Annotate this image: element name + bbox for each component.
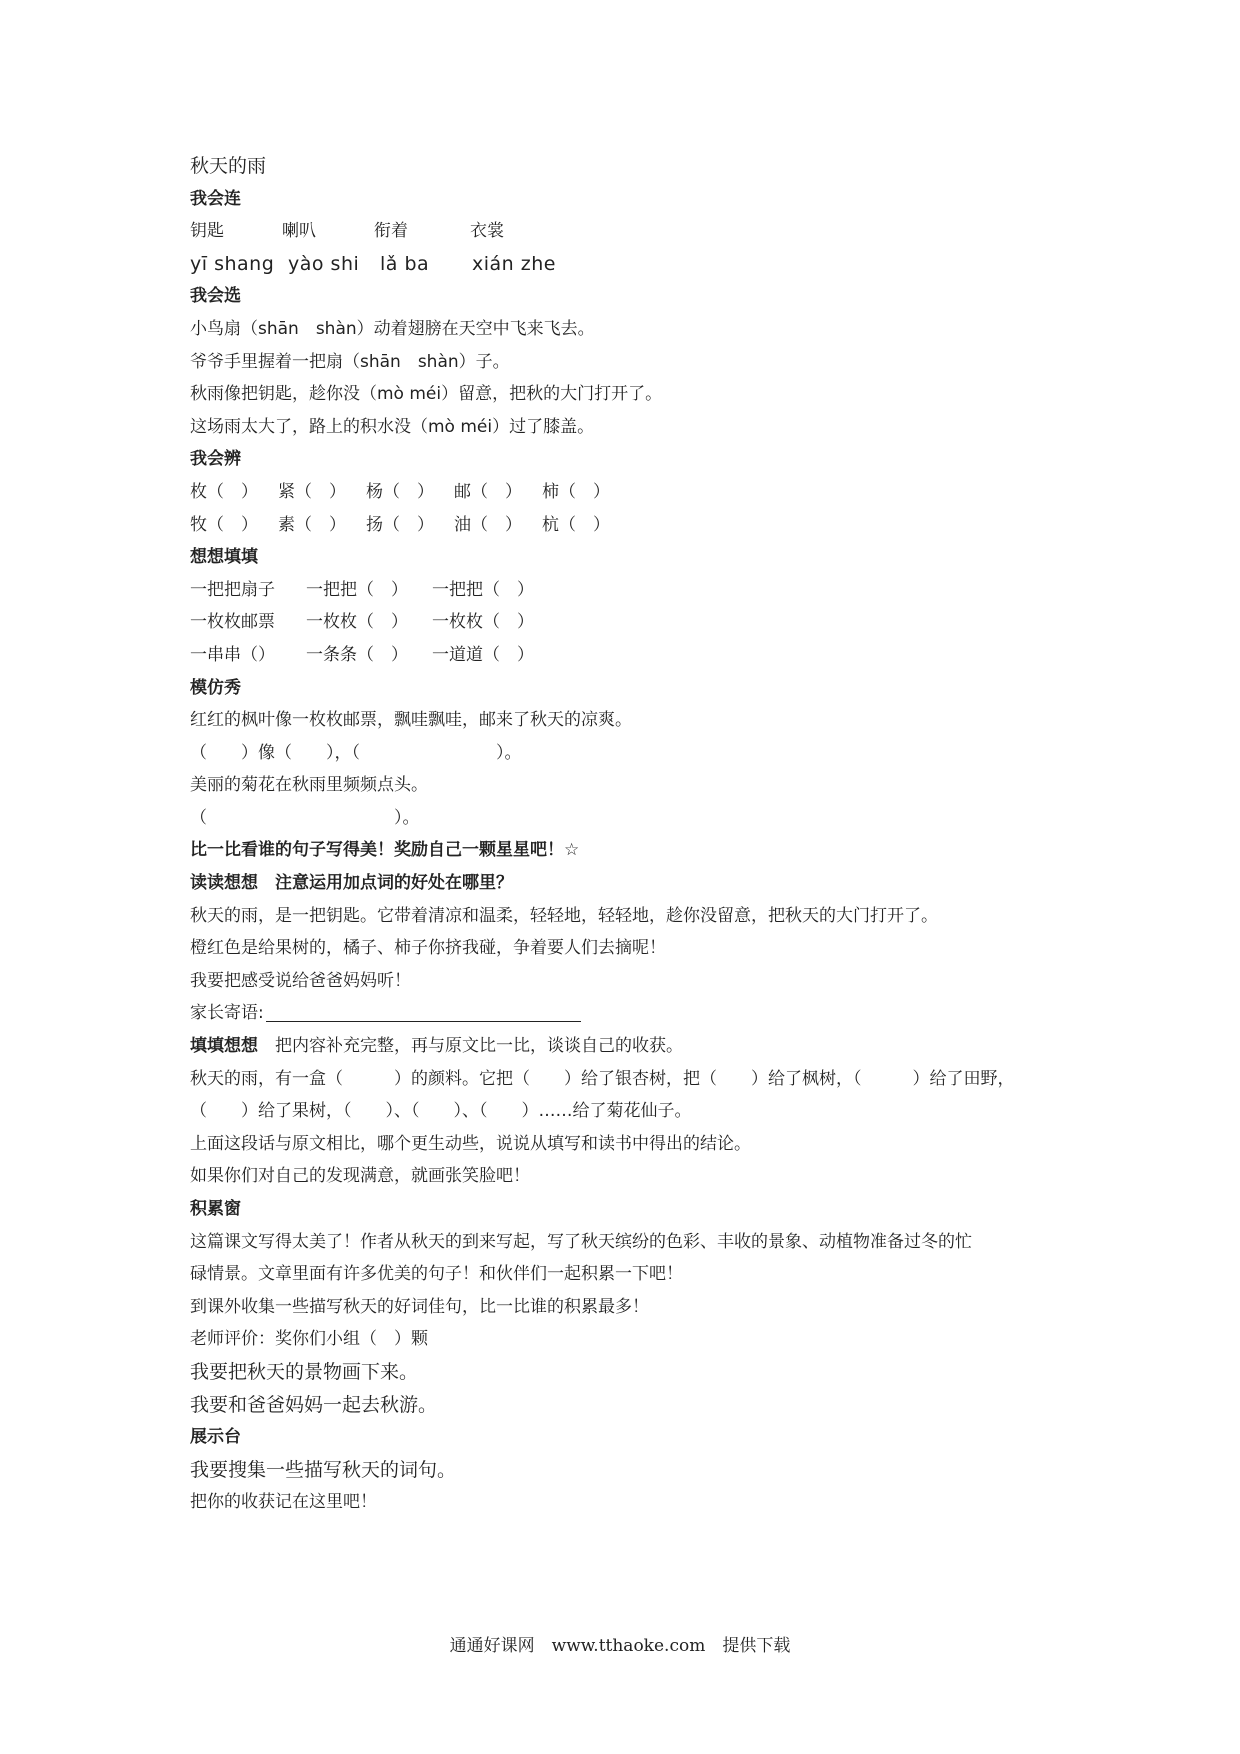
parent-comment-label: 家长寄语: [190,1003,264,1024]
showcase-line: 我要搜集一些描写秋天的词句。 [190,1458,457,1481]
choose-line: 爷爷手里握着一把扇（shān shàn）子。 [190,351,510,372]
imitate-example-1: 红红的枫叶像一枚枚邮票，飘哇飘哇，邮来了秋天的凉爽。 [190,710,632,731]
parent-comment-blank[interactable] [266,1001,581,1022]
imitate-blank-1: （ ）像（ ），（ ）。 [190,742,522,763]
section-heading-distinguish: 我会辨 [190,449,241,470]
accumulate-line: 这篇课文写得太美了！作者从秋天的到来写起，写了秋天缤纷的色彩、丰收的景象、动植物准备过冬的忙 [190,1231,972,1252]
char-item: 杭（ ） [542,514,610,535]
char-item: 素（ ） [278,514,346,535]
fill-think-line: 秋天的雨，有一盒（ ）的颜料。它把（ ）给了银杏树，把（ ）给了枫树，（ ）给了田野， [190,1068,1015,1089]
pinyin-4: xián zhe [472,252,556,275]
pinyin-1: yī shang [190,252,275,275]
word-4: 衣裳 [470,221,504,242]
char-item: 牧（ ） [190,514,258,535]
word-2: 喇叭 [282,221,316,242]
accumulate-line: 碌情景。文章里面有许多优美的句子！和伙伴们一起积累一下吧！ [190,1264,683,1285]
star-reward: 比一比看谁的句子写得美！奖励自己一颗星星吧！☆ [190,840,580,861]
char-item: 邮（ ） [454,481,522,502]
choose-line: 这场雨太大了，路上的积水没（mò méi）过了膝盖。 [190,416,595,437]
read-line: 我要把感受说给爸爸妈妈听！ [190,970,411,991]
choose-line: 秋雨像把钥匙，趁你没（mò méi）留意，把秋的大门打开了。 [190,384,663,405]
page-footer: 通通好课网 www.tthaoke.com 提供下载 [449,1636,791,1656]
imitate-blank-2: （ ）。 [190,807,420,828]
pinyin-row [190,248,1090,281]
char-item: 柿（ ） [542,481,610,502]
accumulate-line: 我要把秋天的景物画下来。 [190,1360,419,1383]
word-3: 衔着 [374,221,408,242]
read-line: 橙红色是给果树的，橘子、柿子你挤我碰，争着要人们去摘呢！ [190,938,666,959]
fill-item: 一把把（ ） [306,579,408,600]
pinyin-2: yào shi [288,252,360,275]
choose-line: 小鸟扇（shān shàn）动着翅膀在天空中飞来飞去。 [190,318,595,339]
section-heading-read: 读读想想 注意运用加点词的好处在哪里？ [190,873,513,894]
parent-comment-line [190,997,1090,1030]
section-heading-fill-think-line [190,1030,1090,1063]
accumulate-line: 到课外收集一些描写秋天的好词佳句，比一比谁的积累最多！ [190,1296,649,1317]
distinguish-row [190,509,1090,542]
fill-item: 一把把（ ） [432,579,534,600]
teacher-evaluation: 老师评价：奖你们小组（ ）颗 [190,1329,428,1350]
pinyin-3: lǎ ba [380,252,430,275]
distinguish-row [190,476,1090,509]
section-heading-showcase: 展示台 [190,1427,241,1448]
section-heading-fill: 想想填填 [190,547,258,568]
char-item: 枚（ ） [190,481,258,502]
page-title: 秋天的雨 [190,155,267,177]
fill-think-line: 上面这段话与原文相比，哪个更生动些，说说从填写和读书中得出的结论。 [190,1133,751,1154]
word-row [190,215,1090,248]
fill-row [190,606,1090,639]
char-item: 杨（ ） [366,481,434,502]
fill-item: 一串串（） [190,644,275,665]
fill-item: 一道道（ ） [432,644,534,665]
fill-think-instruction: 把内容补充完整，再与原文比一比，谈谈自己的收获。 [258,1036,683,1057]
word-1: 钥匙 [190,221,224,242]
section-heading-imitate: 模仿秀 [190,677,241,698]
read-line: 秋天的雨，是一把钥匙。它带着清凉和温柔，轻轻地，轻轻地，趁你没留意，把秋天的大门打开了。 [190,905,938,926]
fill-item: 一枚枚（ ） [306,612,408,633]
fill-think-line: 如果你们对自己的发现满意，就画张笑脸吧！ [190,1166,530,1187]
fill-item: 一把把扇子 [190,579,275,600]
section-heading-accumulate: 积累窗 [190,1199,241,1219]
fill-item: 一枚枚邮票 [190,612,275,633]
char-item: 扬（ ） [366,514,434,535]
fill-think-line: （ ）给了果树，（ ）、（ ）、（ ）……给了菊花仙子。 [190,1101,692,1122]
char-item: 油（ ） [454,514,522,535]
char-item: 紧（ ） [278,481,346,502]
section-heading-fill-think: 填填想想 [190,1036,258,1057]
imitate-example-2: 美丽的菊花在秋雨里频频点头。 [190,775,428,796]
showcase-line: 把你的收获记在这里吧！ [190,1492,377,1513]
fill-item: 一枚枚（ ） [432,612,534,633]
accumulate-line: 我要和爸爸妈妈一起去秋游。 [190,1393,438,1416]
section-heading-connect: 我会连 [190,188,241,209]
fill-row [190,639,1090,672]
fill-item: 一条条（ ） [306,644,408,665]
section-heading-choose: 我会选 [190,286,241,307]
fill-row [190,574,1090,607]
worksheet [190,150,1090,1519]
